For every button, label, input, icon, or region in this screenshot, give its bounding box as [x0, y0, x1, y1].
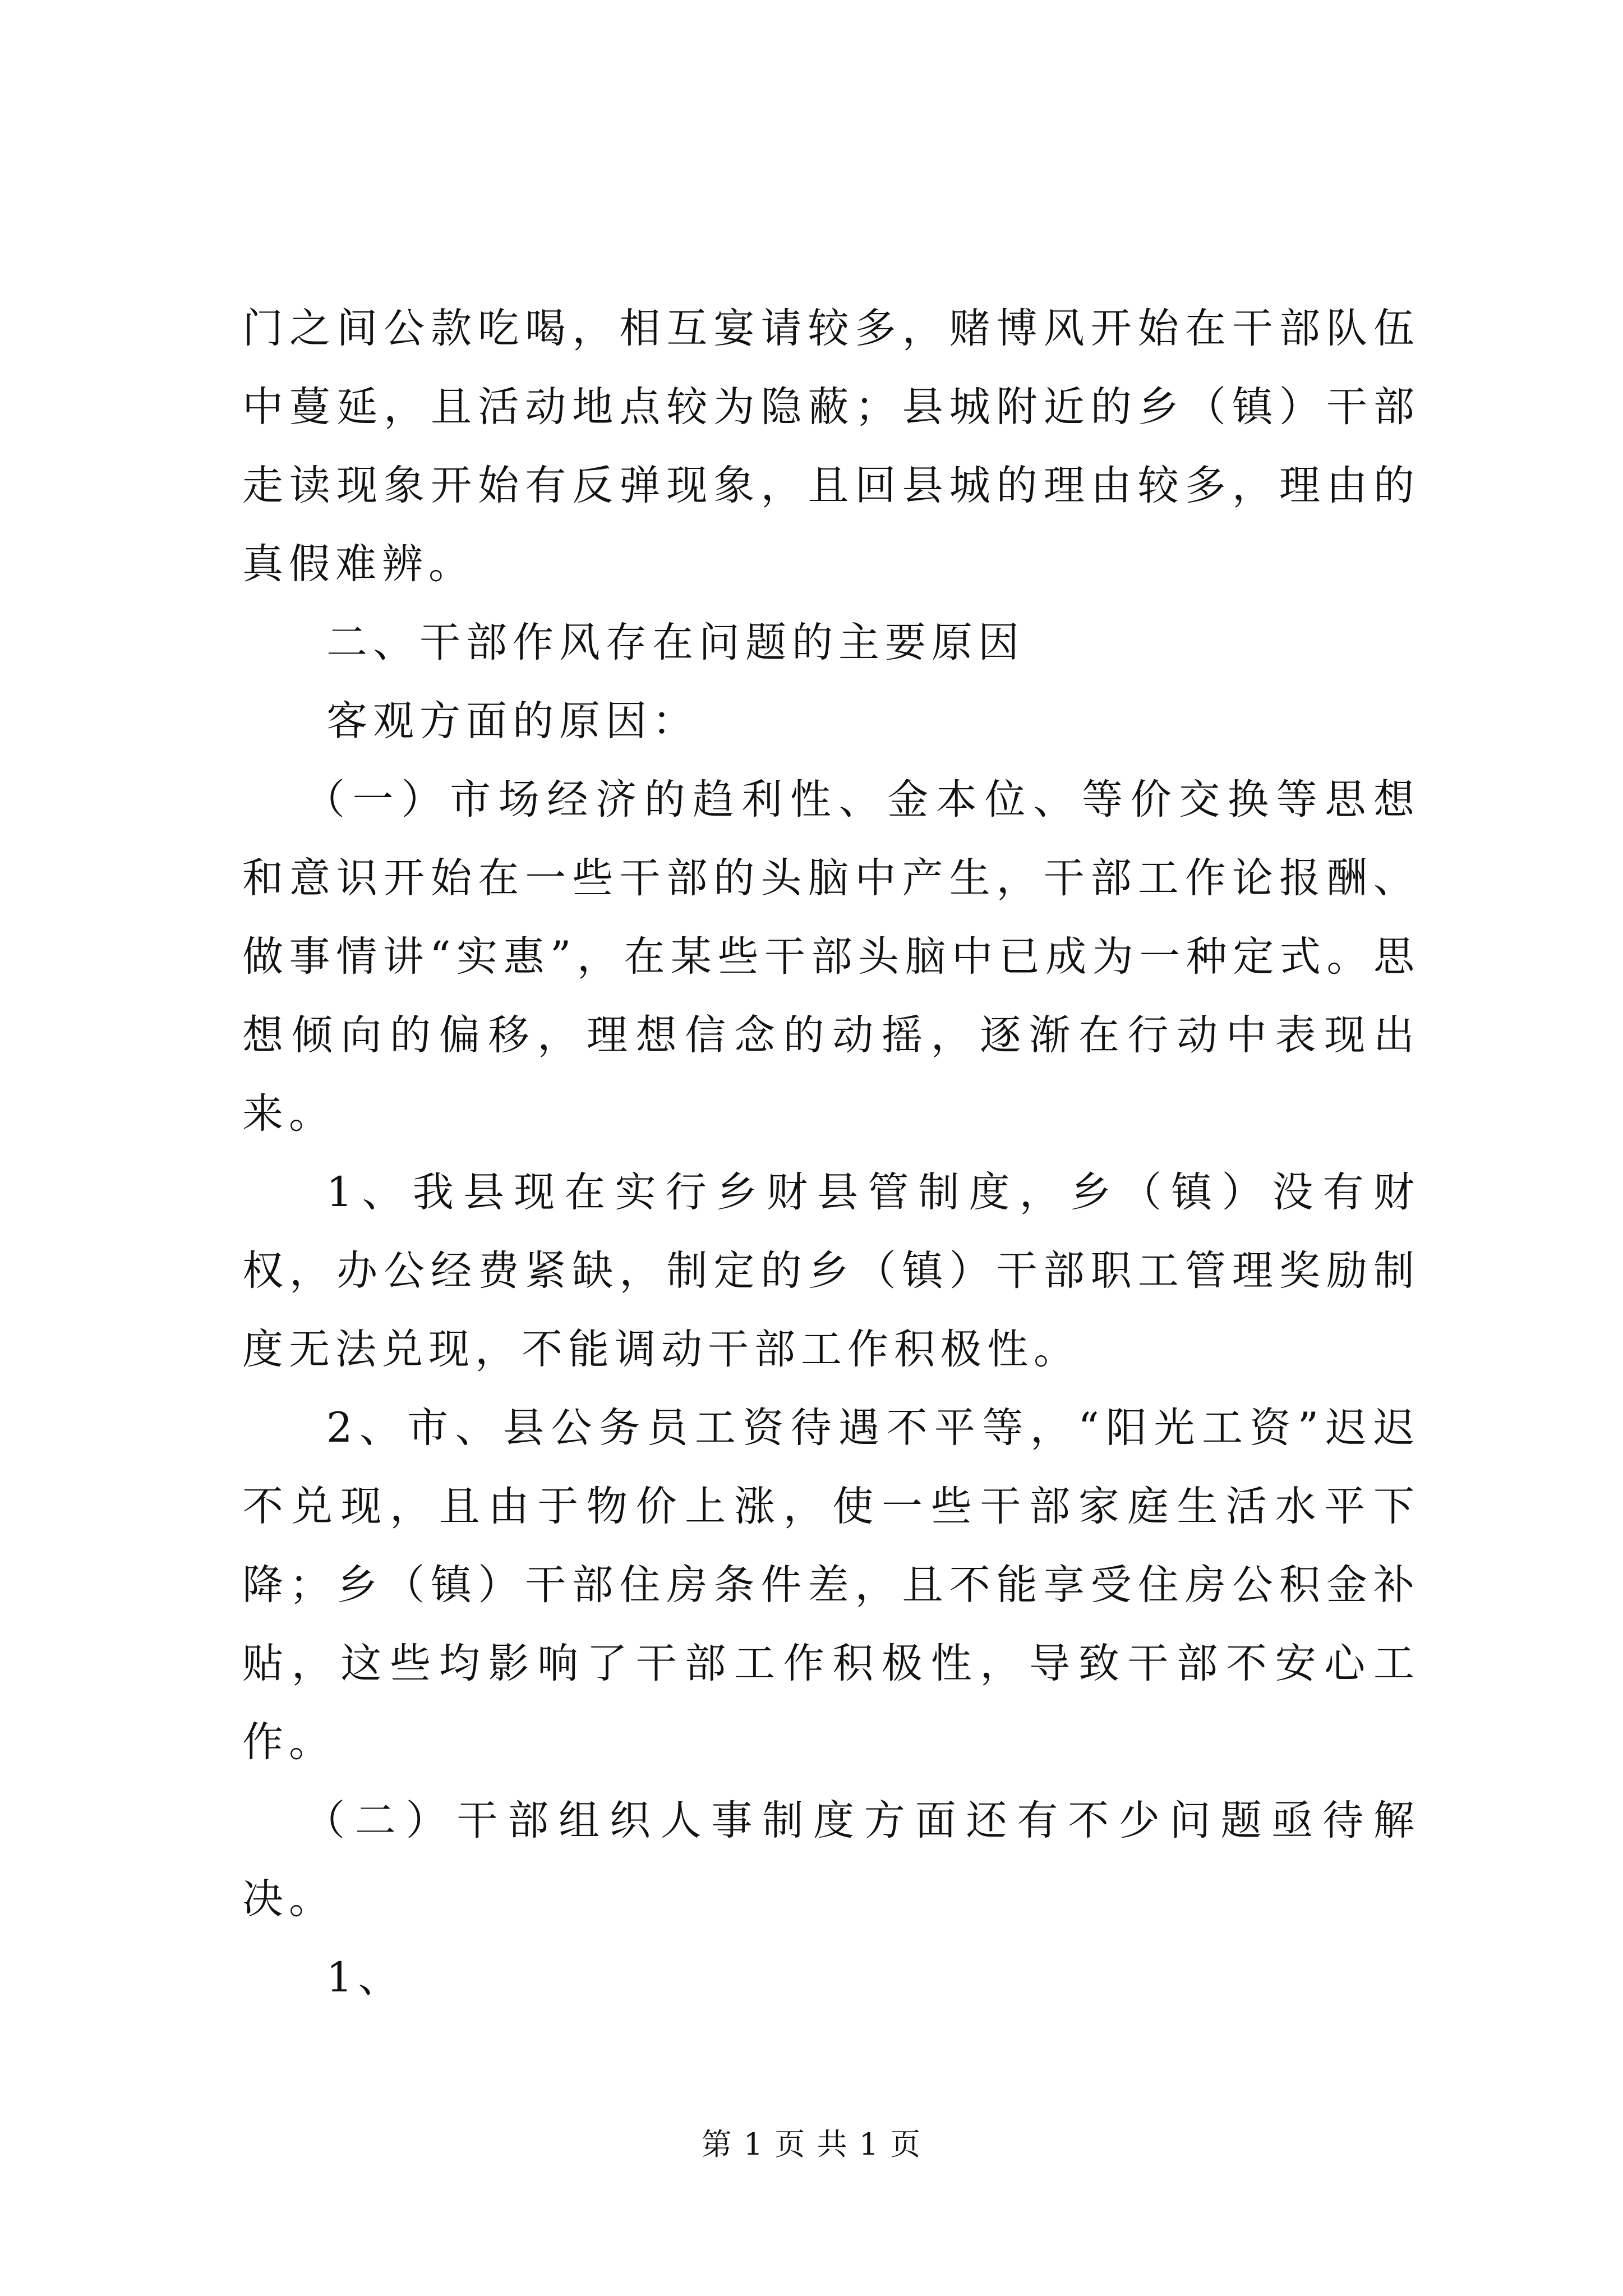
paragraph-continuation: 门之间公款吃喝，相互宴请较多，赌博风开始在干部队伍中蔓延，且活动地点较为隐蔽；县城附近的乡（镇）干部走读现象开始有反弹现象，且回县城的理由较多，理由的真假难辨。: [242, 305, 1420, 588]
paragraph-point-1-b: 1、: [326, 1954, 405, 2001]
document-body: [242, 289, 1420, 2017]
paragraph-point-1: 1、我县现在实行乡财县管制度，乡（镇）没有财权，办公经费紧缺，制定的乡（镇）干部职工管理奖励制度无法兑现，不能调动干部工作积极性。: [242, 1168, 1420, 1373]
page-footer: 第 1 页 共 1 页: [701, 2127, 922, 2162]
paragraph-item-one: （一）市场经济的趋利性、金本位、等价交换等思想和意识开始在一些干部的头脑中产生，干部工作论报酬、做事情讲“实惠”，在某些干部头脑中已成为一种定式。思想倾向的偏移，理想信念的动摇，逐渐在行动中表现出来。: [242, 776, 1420, 1138]
paragraph-point-2: 2、市、县公务员工资待遇不平等，“阳光工资”迟迟不兑现，且由于物价上涨，使一些干部家庭生活水平下降；乡（镇）干部住房条件差，且不能享受住房公积金补贴，这些均影响了干部工作积极性，导致干部不安心工作。: [242, 1404, 1420, 1766]
subsection-heading: 客观方面的原因：: [326, 697, 699, 745]
section-heading: 二、干部作风存在问题的主要原因: [326, 619, 1025, 666]
paragraph-item-two: （二）干部组织人事制度方面还有不少问题亟待解决。: [242, 1797, 1420, 1923]
